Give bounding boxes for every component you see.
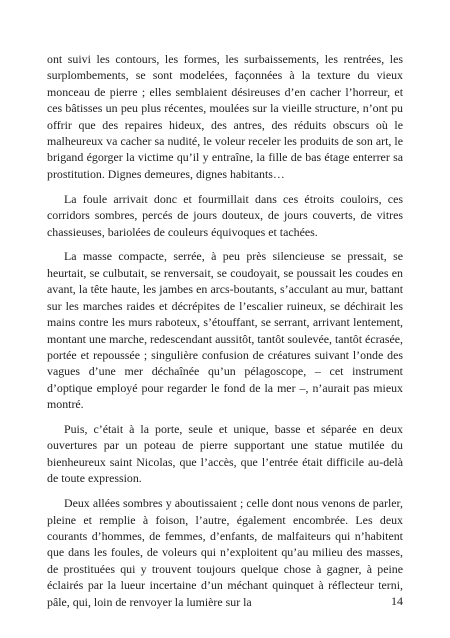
page-number: 14 bbox=[391, 594, 403, 608]
body-text bbox=[47, 51, 403, 619]
paragraph: La masse compacte, serrée, à peu près silencieuse se pressait, se heurtait, se culbutait, se renversait, se coudoyait, se poussait les coudes en avant, la tête haute, les jambes en arcs-boutants, s’acculant au mur, battant sur les marches raides et décrépites de l’escalier ruineux, se déchirait les mains contre les murs raboteux, s’étouffant, se serrant, arrivant lentement, montant une marche, redescendant aussitôt, tantôt soulevée, tantôt écrasée, portée et repoussée ; singulière confusion de créatures suivant l’onde des vagues d’une mer déchaînée qu’un pélagoscope, – cet instrument d’optique employé pour regarder le fond de la mer –, n’aurait pas mieux montré. bbox=[47, 249, 403, 412]
paragraph: La foule arrivait donc et fourmillait dans ces étroits couloirs, ces corridors sombres, percés de jours douteux, de jours couverts, de vitres chassieuses, bariolées de couleurs équivoques et tachées. bbox=[47, 191, 403, 239]
paragraph: ont suivi les contours, les formes, les surbaissements, les rentrées, les surplombements, se sont modelées, façonnées à la texture du vieux monceau de pierre ; elles semblaient désireuses d’en cacher l’horreur, et ces bâtisses un peu plus récentes, moulées sur la vieille structure, n’ont pu offrir que des repaires hideux, des antres, des réduits obscurs où le malheureux va cacher sa nudité, le voleur receler les produits de son art, le brigand égorger la victime qu’il y entraîne, la fille de bas étage enterrer sa prostitution. Dignes demeures, dignes habitants… bbox=[47, 52, 403, 181]
paragraph: Puis, c’était à la porte, seule et unique, basse et séparée en deux ouvertures par un poteau de pierre supportant une statue mutilée du bienheureux saint Nicolas, que l’accès, que l’entrée était difficile au-delà de toute expression. bbox=[47, 422, 403, 486]
paragraph: Deux allées sombres y aboutissaient ; celle dont nous venons de parler, pleine et remplie à foison, l’autre, également encombrée. Les deux courants d’hommes, de femmes, d’enfants, de malfaiteurs qui n’habitent que dans les foules, de voleurs qui n’exploitent qu’au milieu des masses, de prostituées qui y trouvent toujours quelque chose à gagner, à peine éclairés par la lueur incertaine d’un méchant quinquet à réflecteur terni, pâle, qui, loin de renvoyer la lumière sur la bbox=[47, 496, 403, 609]
